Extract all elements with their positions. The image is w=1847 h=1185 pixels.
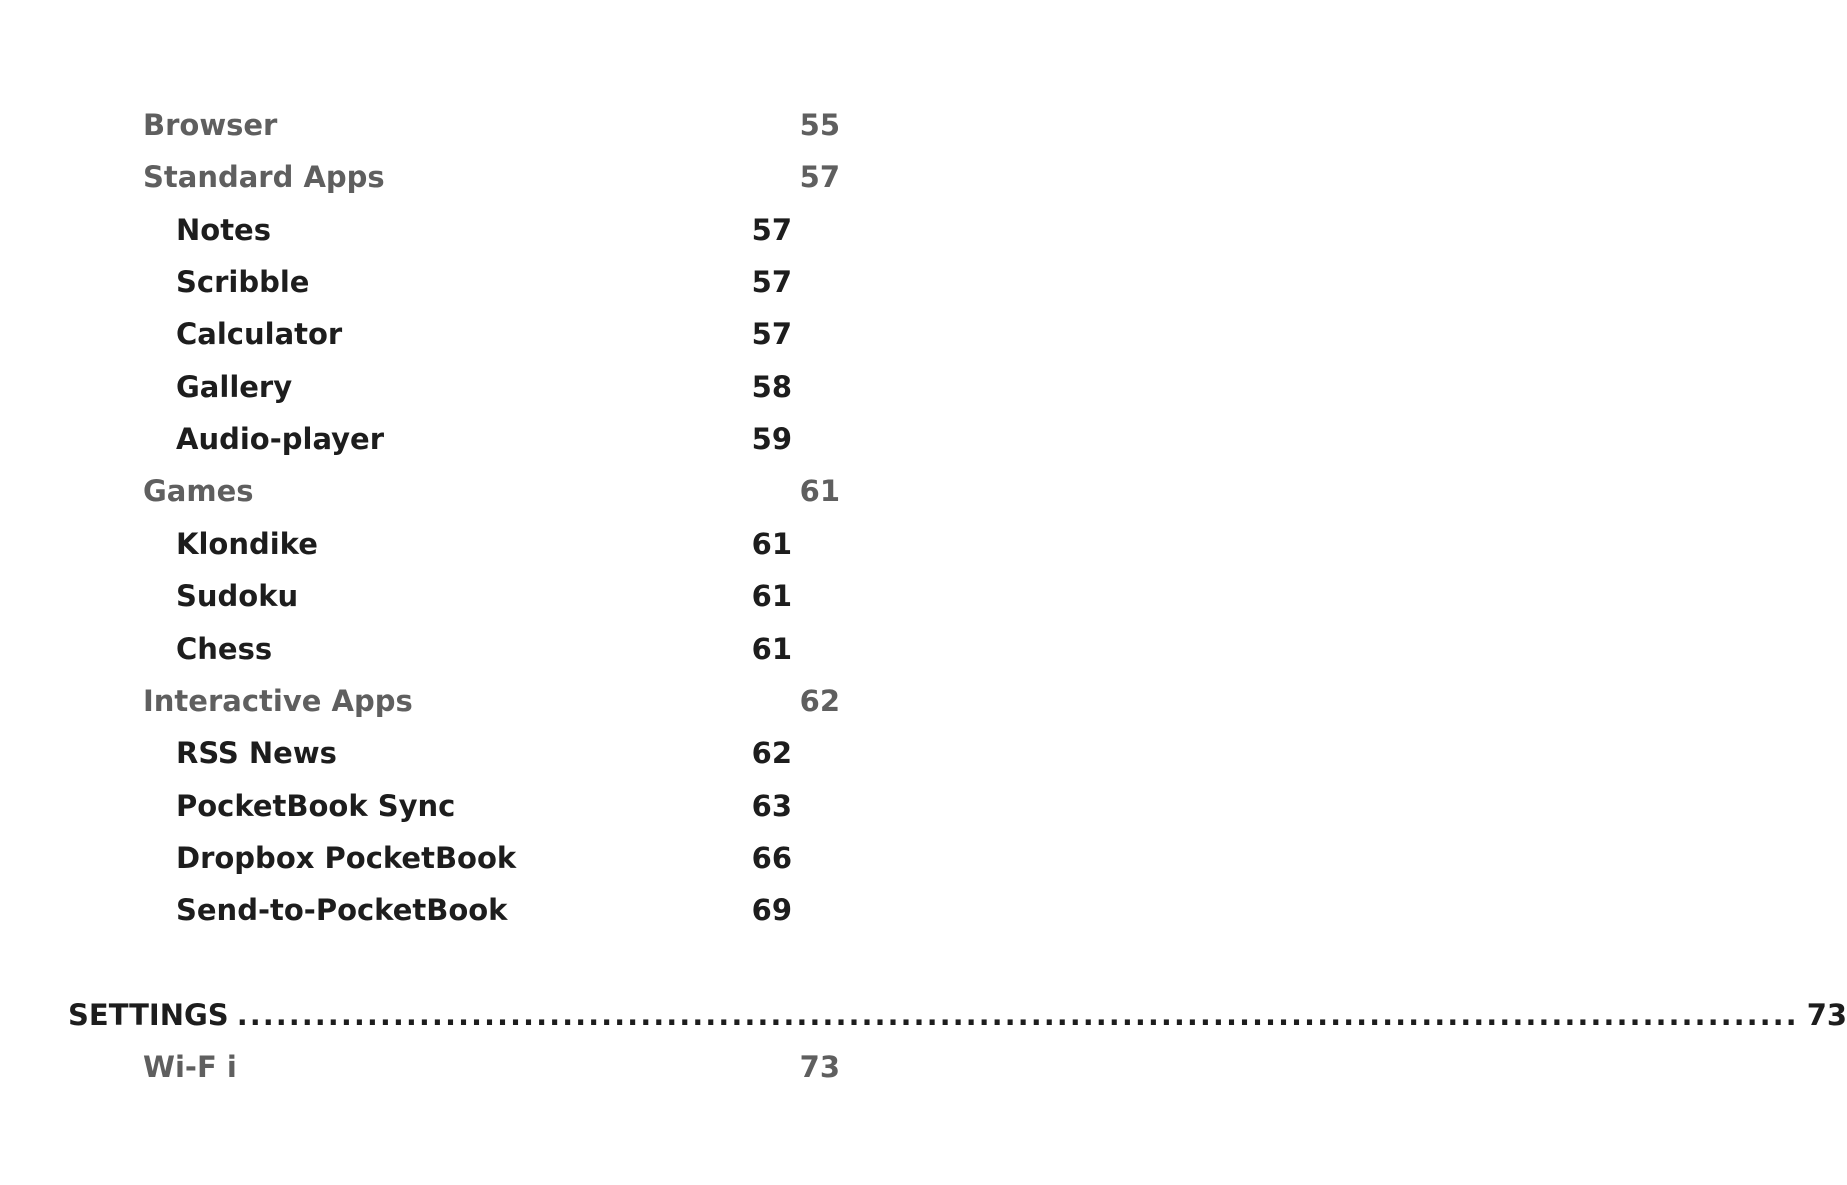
toc-entry-calculator[interactable]: [176, 314, 792, 354]
toc-entry-wifi[interactable]: [143, 1047, 840, 1087]
toc-entry-title: Chess: [176, 632, 273, 666]
toc-entry-dropbox-pocketbook[interactable]: [176, 838, 792, 878]
toc-section-page: 73: [1806, 998, 1847, 1032]
toc-entry-title: Dropbox PocketBook: [176, 841, 517, 875]
toc-entry-page: 57: [799, 160, 840, 194]
toc-entry-title: Sudoku: [176, 579, 299, 613]
toc-entry-page: 61: [799, 474, 840, 508]
toc-entry-title: Klondike: [176, 527, 318, 561]
toc-entry-title: RSS News: [176, 736, 337, 770]
toc-entry-games[interactable]: [143, 471, 840, 511]
toc-entry-audio-player[interactable]: [176, 419, 792, 459]
toc-entry-page: 73: [799, 1050, 840, 1084]
toc-entry-title: Gallery: [176, 370, 293, 404]
toc-entry-gallery[interactable]: [176, 367, 792, 407]
toc-section-settings[interactable]: [68, 995, 1847, 1035]
toc-entry-title: Games: [143, 474, 254, 508]
toc-entry-page: 57: [751, 265, 792, 299]
toc-entry-title: PocketBook Sync: [176, 789, 456, 823]
toc-entry-chess[interactable]: [176, 629, 792, 669]
toc-entry-scribble[interactable]: [176, 262, 792, 302]
toc-entry-page: 62: [751, 736, 792, 770]
toc-entry-page: 62: [799, 684, 840, 718]
toc-entry-page: 69: [751, 893, 792, 927]
toc-entry-pocketbook-sync[interactable]: [176, 786, 792, 826]
toc-entry-page: 58: [751, 370, 792, 404]
toc-entry-interactive-apps[interactable]: [143, 681, 840, 721]
toc-section-title: SETTINGS: [68, 998, 229, 1032]
toc-entry-page: 61: [751, 579, 792, 613]
toc-entry-title: Audio-player: [176, 422, 384, 456]
toc-entry-sudoku[interactable]: [176, 576, 792, 616]
toc-entry-page: 61: [751, 632, 792, 666]
toc-entry-title: Interactive Apps: [143, 684, 413, 718]
toc-entry-page: 57: [751, 317, 792, 351]
toc-entry-page: 61: [751, 527, 792, 561]
toc-entry-title: Scribble: [176, 265, 310, 299]
toc-entry-page: 59: [751, 422, 792, 456]
toc-entry-title: Send-to-PocketBook: [176, 893, 508, 927]
toc-entry-standard-apps[interactable]: [143, 157, 840, 197]
toc-entry-title: Notes: [176, 213, 271, 247]
toc-entry-title: Standard Apps: [143, 160, 385, 194]
toc-entry-send-to-pocketbook[interactable]: [176, 890, 792, 930]
toc-entry-title: Calculator: [176, 317, 343, 351]
toc-entry-page: 55: [799, 108, 840, 142]
toc-entry-klondike[interactable]: [176, 524, 792, 564]
toc-entry-browser[interactable]: [143, 105, 840, 145]
toc-entry-page: 66: [751, 841, 792, 875]
toc-entry-rss-news[interactable]: [176, 733, 792, 773]
toc-entry-page: 57: [751, 213, 792, 247]
dot-leader: ........................................................................................................................: [236, 998, 1799, 1032]
toc-entry-notes[interactable]: [176, 210, 792, 250]
toc-entry-page: 63: [751, 789, 792, 823]
toc-entry-title: Wi-F i: [143, 1050, 237, 1084]
toc-entry-title: Browser: [143, 108, 278, 142]
